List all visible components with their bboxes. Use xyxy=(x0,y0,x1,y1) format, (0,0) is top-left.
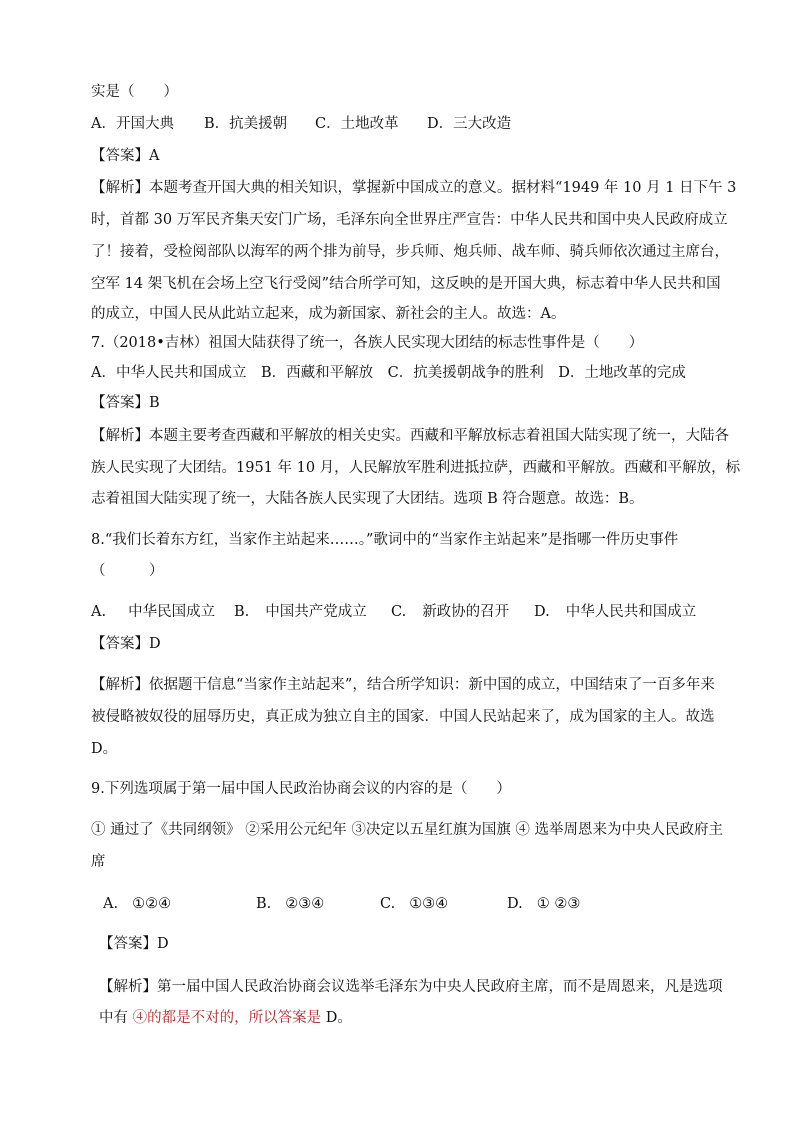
q6-analysis-line-5: 的成立，中国人民从此站立起来，成为新国家、新社会的主人。故选：A。 xyxy=(91,306,566,322)
answer-value: A xyxy=(149,148,160,164)
q6-answer xyxy=(91,146,159,166)
q6-option-d: D．三大改造 xyxy=(427,116,512,132)
q7-analysis-line-1 xyxy=(91,426,729,446)
answer-value: D xyxy=(149,636,161,652)
analysis-text: 第一届中国人民政治协商会议选举毛泽东为中央人民政府主席，而不是周恩来，凡是选项 xyxy=(157,979,723,995)
answer-label: 【答案】 xyxy=(91,636,149,652)
q6-analysis-line-1 xyxy=(91,178,736,198)
answer-value: D xyxy=(157,936,169,952)
analysis-text: 本题主要考查西藏和平解放的相关史实。西藏和平解放标志着祖国大陆实现了统一，大陆各 xyxy=(149,428,729,444)
q8-stem: 8.“我们长着东方红，当家作主站起来……。”歌词中的“当家作主站起来”是指哪一件历史事件 xyxy=(91,532,679,548)
q8-analysis-line-2: 被侵略被奴役的屈辱历史，真正成为独立自主的国家．中国人民站起来了，成为国家的主人。故选 xyxy=(91,709,715,725)
q8-option-d: D. 中华人民共和国成立 xyxy=(534,604,697,620)
analysis-label: 【解析】 xyxy=(91,677,149,693)
analysis-text: 依据题干信息“当家作主站起来”，结合所学知识：新中国的成立，中国结束了一百多年来 xyxy=(149,677,715,693)
q8-option-a: A. 中华民国成立 xyxy=(91,604,216,620)
q6-option-b: B．抗美援朝 xyxy=(204,116,288,132)
q6-analysis-line-3: 了！接着，受检阅部队以海军的两个排为前导，步兵师、炮兵师、战车师、骑兵师依次通过主席台， xyxy=(91,244,729,260)
answer-value: B xyxy=(149,395,160,411)
q8-option-c: C. 新政协的召开 xyxy=(391,604,510,620)
q8-stem-paren: （ ） xyxy=(91,563,164,579)
analysis-highlight: ④的都是不对的，所以答案是 xyxy=(132,1010,322,1026)
answer-label: 【答案】 xyxy=(91,395,149,411)
q8-option-b: B. 中国共产党成立 xyxy=(234,604,367,620)
analysis-label: 【解析】 xyxy=(99,979,157,995)
q9-option-d: D. ① ②③ xyxy=(507,896,581,912)
q9-answer xyxy=(99,934,169,954)
q8-answer xyxy=(91,634,161,654)
q6-analysis-line-4: 空军 14 架飞机在会场上空飞行受阅”结合所学可知，这反映的是开国大典，标志着中华人民共和国 xyxy=(91,276,721,292)
q9-option-a: A. ①②④ xyxy=(103,896,172,912)
q6-option-a: A．开国大典 xyxy=(91,116,174,132)
q7-analysis-line-2: 族人民实现了大团结。1951 年 10 月，人民解放军胜利进抵拉萨，西藏和平解放。西藏和平解放，标 xyxy=(91,460,741,476)
q7-answer xyxy=(91,393,160,413)
analysis-label: 【解析】 xyxy=(91,428,149,444)
q9-analysis-line-2: 中有 ④的都是不对的，所以答案是 D。 xyxy=(99,1010,352,1026)
q6-option-c: C．土地改革 xyxy=(315,116,399,132)
analysis-text: 本题考查开国大典的相关知识，掌握新中国成立的意义。据材料“1949 年 10 月 1 日下午 3 xyxy=(149,180,737,196)
q8-analysis-line-3: D。 xyxy=(91,741,118,757)
q7-analysis-line-3: 志着祖国大陆实现了统一，大陆各族人民实现了大团结。选项 B 符合题意。故选：B。 xyxy=(91,491,644,507)
q7-options: A．中华人民共和国成立 B．西藏和平解放 C．抗美援朝战争的胜利 D．土地改革的完成 xyxy=(91,365,686,381)
q9-analysis-line-1 xyxy=(99,977,723,997)
q6-analysis-line-2: 时，首都 30 万军民齐集天安门广场，毛泽东向全世界庄严宣告：中华人民共和国中央人民政府成立 xyxy=(91,212,728,228)
q9-option-c: C. ①③④ xyxy=(380,896,449,912)
q9-option-b: B. ②③④ xyxy=(256,896,325,912)
q9-items-line-2: 席 xyxy=(91,854,106,870)
q9-stem: 9.下列选项属于第一届中国人民政治协商会议的内容的是（ ） xyxy=(91,781,511,797)
answer-label: 【答案】 xyxy=(91,148,149,164)
q8-analysis-line-1 xyxy=(91,675,715,695)
q7-stem: 7.（2018•吉林）祖国大陆获得了统一，各族人民实现大团结的标志性事件是（ ） xyxy=(91,335,644,351)
answer-label: 【答案】 xyxy=(99,936,157,952)
q6-stem-tail: 实是（ ） xyxy=(91,84,178,100)
q9-items-line-1: ① 通过了《共同纲领》 ②采用公元纪年 ③决定以五星红旗为国旗 ④ 选举周恩来为中央人民政府主 xyxy=(91,822,724,838)
analysis-label: 【解析】 xyxy=(91,180,149,196)
